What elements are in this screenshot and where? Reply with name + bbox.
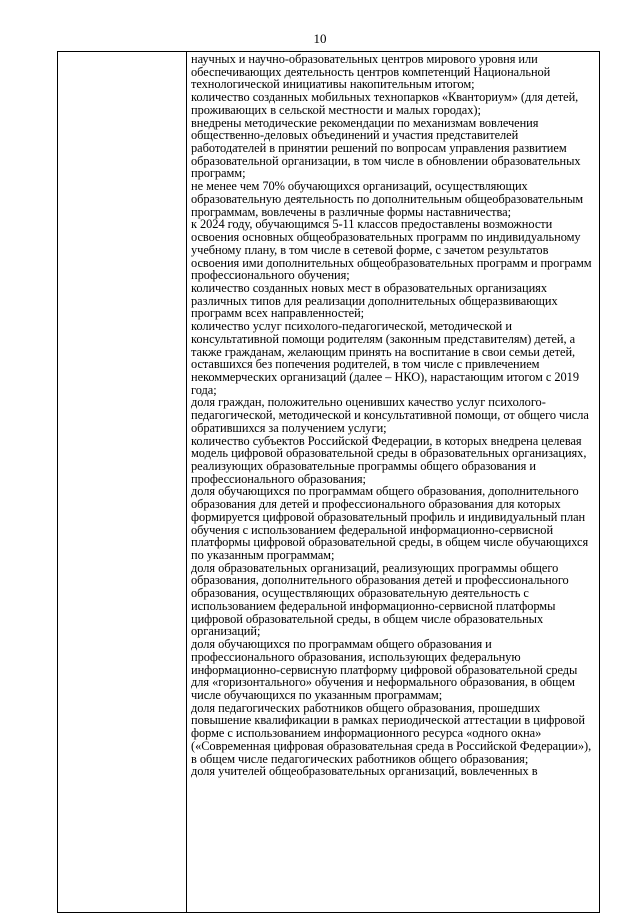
- paragraph: к 2024 году, обучающимся 5-11 классов предоставлены возможности освоения основных общеобразовательных программ по индивидуальному учебному плану, в том числе в сетевой форме, с зачетом результатов освоения ими дополнительных общеобразовательных программ и программ профессионального обучения;: [191, 217, 592, 283]
- paragraph: количество созданных новых мест в образовательных организациях различных типов для реализации дополнительных общеразвивающих программ всех направленностей;: [191, 280, 558, 321]
- paragraph: доля обучающихся по программам общего образования, дополнительного образования для детей и профессионального образования для которых формируется цифровой образовательный профиль и индивидуальный план обучения с использованием федеральной информационно-сервисной платформы цифровой образовательной среды, в общем числе обучающихся по указанным программам;: [191, 484, 589, 563]
- paragraph: доля педагогических работников общего образования, прошедших повышение квалификации в рамках периодической аттестации в цифровой форме с использованием информационного ресурса «одного окна» («Современная цифровая образовательная среда в Российской Федерации»), в общем числе педагогических работников общего образования;: [191, 700, 592, 766]
- paragraph: количество услуг психолого-педагогической, методической и консультативной помощи родителям (законным представителям) детей, а также гражданам, желающим принять на воспитание в свои семьи детей, оставшихся без попечения родителей, в том числе с привлечением некоммерческих организаций (далее – НКО), нарастающим итогом с 2019 года;: [191, 319, 579, 397]
- paragraph: научных и научно-образовательных центров мирового уровня или обеспечивающих деятельность центров компетенций Национальной технологической инициативы накопительным итогом;: [191, 52, 551, 92]
- paragraph: доля граждан, положительно оценивших качество услуг психолого-педагогической, методической и консультативной помощи, от общего числа обратившихся за получением услуги;: [191, 395, 589, 435]
- document-table: [57, 51, 600, 913]
- paragraph: внедрены методические рекомендации по механизмам вовлечения общественно-деловых объединений и участия представителей работодателей в принятии решений по вопросам управления развитием образовательной организации, в том числе в обновлении образовательных программ;: [191, 115, 581, 181]
- table-left-cell: [58, 52, 187, 912]
- paragraph: доля образовательных организаций, реализующих программы общего образования, дополнительного образования детей и профессионального образования, осуществляющих образовательную деятельность с использованием федеральной информационно-сервисной платформы цифровой образовательной среды, в общем числе образовательных организаций;: [191, 560, 569, 639]
- page-number: 10: [313, 31, 327, 46]
- paragraph: количество созданных мобильных технопарков «Кванториум» (для детей, проживающих в сельской местности и малых городах);: [191, 90, 579, 117]
- paragraph: доля обучающихся по программам общего образования и профессионального образования, использующих федеральную информационно-сервисную платформу цифровой образовательной среды для «горизонтального» обучения и неформального образования, в общем числе обучающихся по указанным программам;: [191, 637, 578, 702]
- paragraph: количество субъектов Российской Федерации, в которых внедрена целевая модель цифровой образовательной среды в образовательных организациях, реализующих образовательные программы общего образования и профессионального образования;: [191, 433, 587, 486]
- paragraph: доля учителей общеобразовательных организаций, вовлеченных в: [191, 764, 538, 779]
- table-right-cell: [191, 53, 595, 778]
- paragraph: не менее чем 70% обучающихся организаций, осуществляющих образовательную деятельность по дополнительным общеобразовательным программам, вовлечены в различные формы наставничества;: [191, 179, 584, 219]
